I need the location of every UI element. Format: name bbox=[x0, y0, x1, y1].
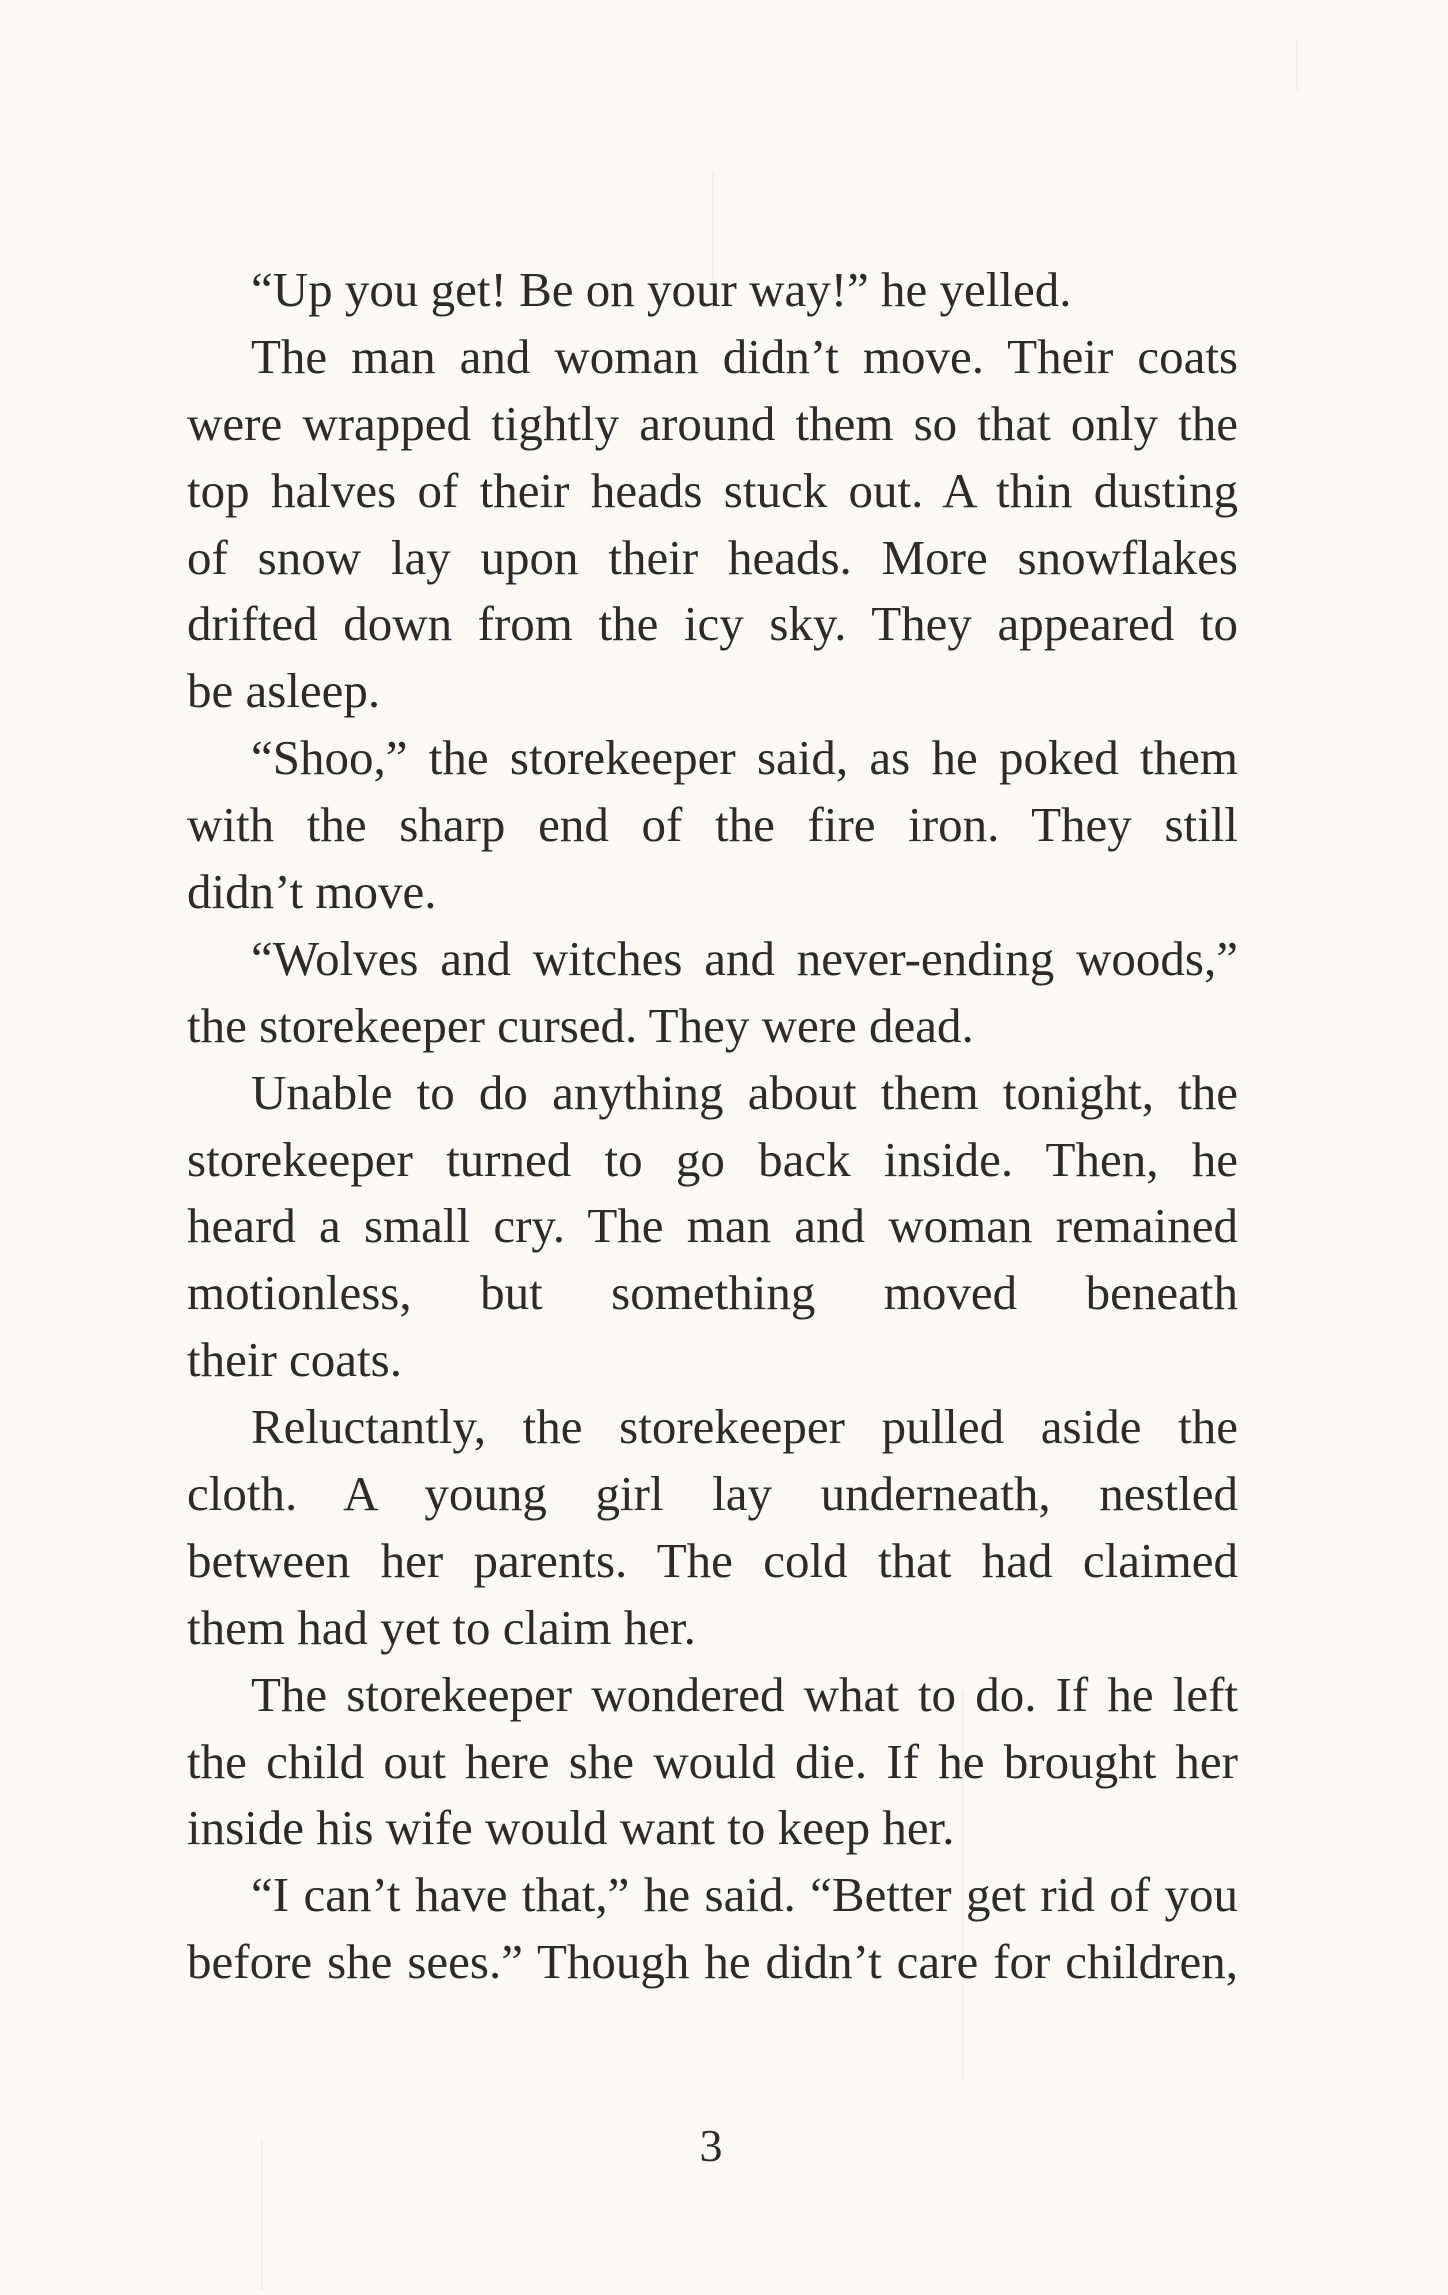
paragraph bbox=[187, 1394, 1238, 1662]
text-line: their coats. bbox=[187, 1332, 402, 1388]
text-line: with the sharp end of the fire iron. They still bbox=[187, 797, 1238, 853]
body-text bbox=[187, 257, 1238, 1996]
text-line: Unable to do anything about them tonight, the bbox=[251, 1064, 1238, 1120]
text-line: Reluctantly, the storekeeper pulled aside the bbox=[251, 1399, 1238, 1455]
text-line: of snow lay upon their heads. More snowflakes bbox=[187, 529, 1238, 585]
text-line: were wrapped tightly around them so that only the bbox=[187, 395, 1238, 451]
text-line: motionless, but something moved beneath bbox=[187, 1265, 1238, 1321]
text-line: storekeeper turned to go back inside. Then, he bbox=[187, 1131, 1238, 1187]
text-line: between her parents. The cold that had claimed bbox=[187, 1532, 1238, 1588]
text-line: them had yet to claim her. bbox=[187, 1599, 696, 1655]
text-line: be asleep. bbox=[187, 663, 381, 719]
text-line: inside his wife would want to keep her. bbox=[187, 1800, 955, 1856]
page-number: 3 bbox=[699, 2120, 723, 2171]
scan-artifact bbox=[261, 2140, 263, 2290]
paragraph bbox=[187, 926, 1238, 1060]
text-line: “Wolves and witches and never-ending woods,” bbox=[251, 930, 1238, 986]
text-line: “I can’t have that,” he said. “Better get rid of you bbox=[251, 1867, 1238, 1923]
text-line: the child out here she would die. If he brought her bbox=[187, 1733, 1238, 1789]
text-line: top halves of their heads stuck out. A thin dusting bbox=[187, 462, 1238, 518]
text-line: the storekeeper cursed. They were dead. bbox=[187, 997, 974, 1053]
text-line: heard a small cry. The man and woman remained bbox=[187, 1198, 1238, 1254]
paragraph bbox=[187, 1862, 1238, 1996]
text-line: cloth. A young girl lay underneath, nestled bbox=[187, 1466, 1238, 1522]
text-line: The storekeeper wondered what to do. If he left bbox=[251, 1666, 1238, 1722]
text-line: drifted down from the icy sky. They appeared to bbox=[187, 596, 1238, 652]
text-line: didn’t move. bbox=[187, 864, 437, 920]
text-line: The man and woman didn’t move. Their coats bbox=[251, 328, 1238, 384]
paragraph bbox=[187, 257, 1238, 324]
paragraph bbox=[187, 725, 1238, 926]
paragraph bbox=[187, 1662, 1238, 1863]
text-line: “Shoo,” the storekeeper said, as he poked them bbox=[251, 730, 1238, 786]
paragraph bbox=[187, 324, 1238, 725]
paragraph bbox=[187, 1060, 1238, 1394]
scan-artifact bbox=[1296, 40, 1298, 90]
text-line: “Up you get! Be on your way!” he yelled. bbox=[251, 262, 1072, 317]
text-line: before she sees.” Though he didn’t care for children, bbox=[187, 1934, 1238, 1990]
